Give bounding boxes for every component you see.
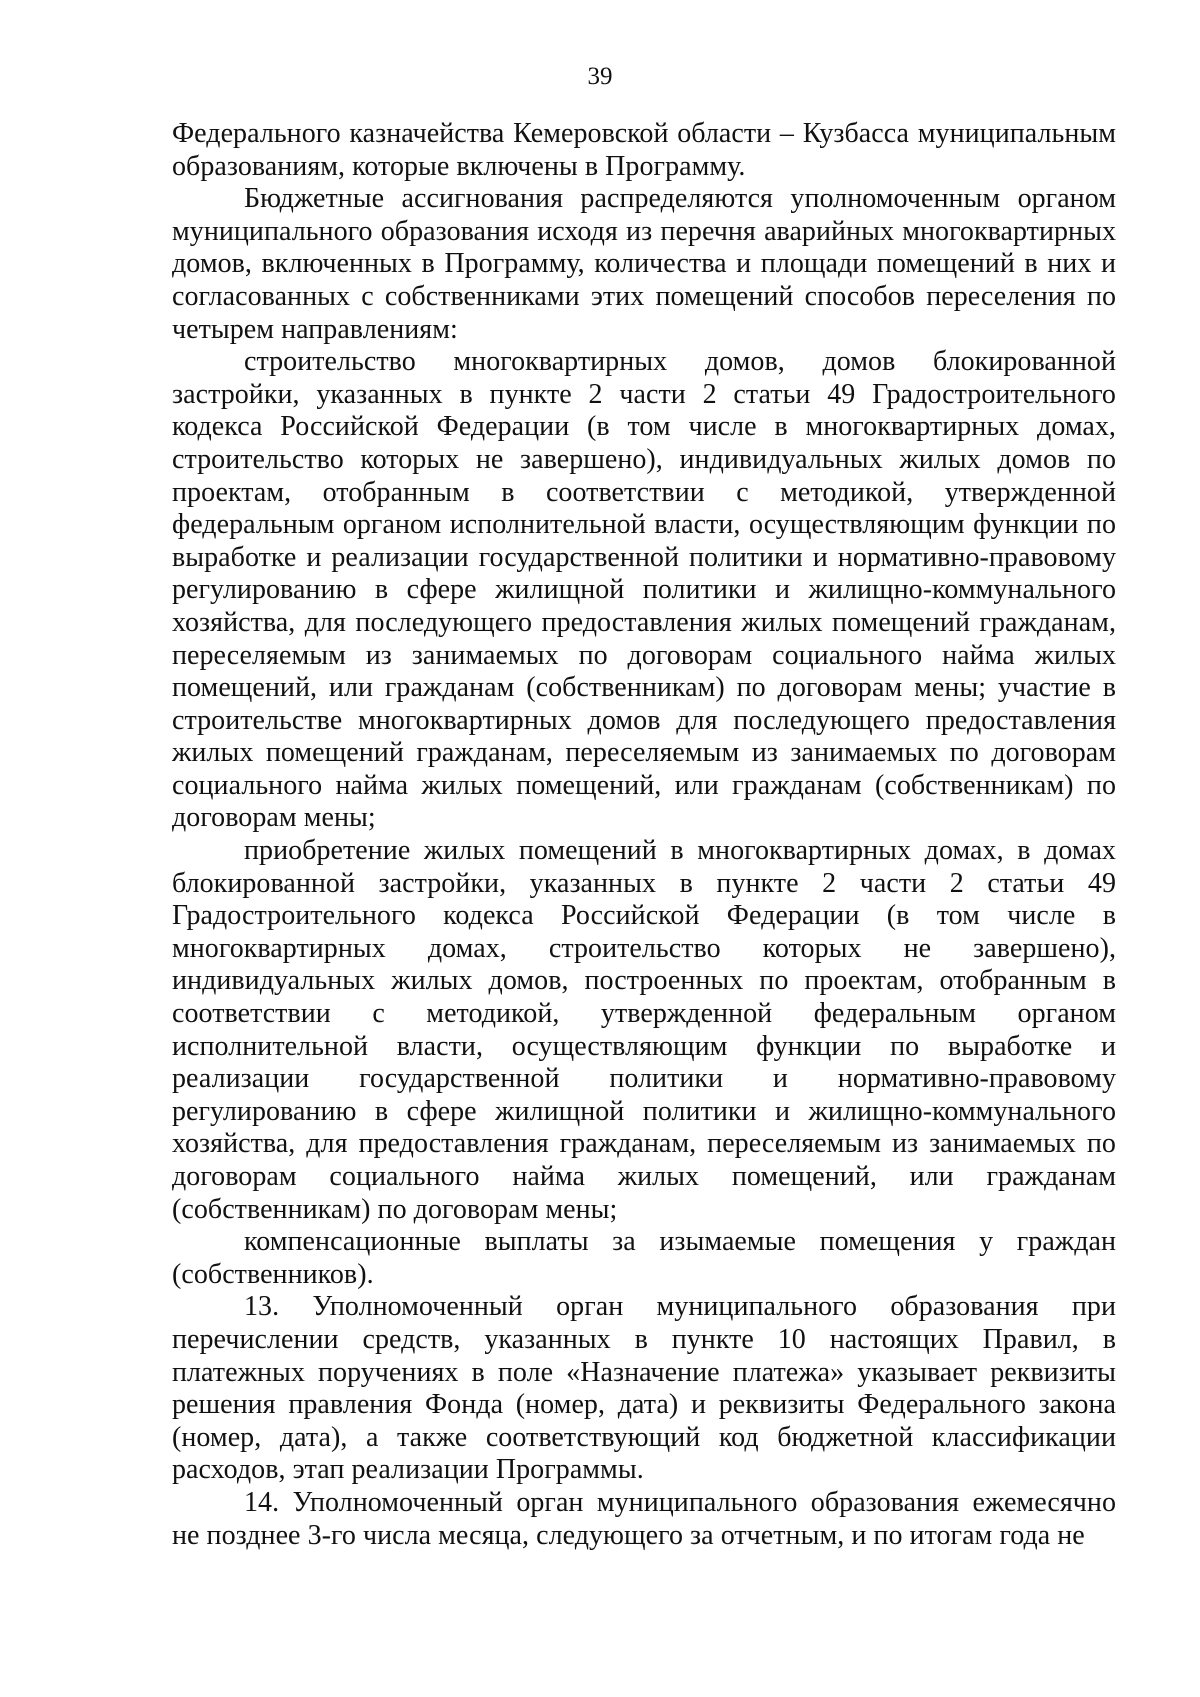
paragraph-clause-14: 14. Уполномоченный орган муниципального образования ежемесячно не позднее 3-го числа месяца, следующего за отчетным, и по итогам года не: [172, 1486, 1116, 1551]
paragraph-construction-direction: строительство многоквартирных домов, домов блокированной застройки, указанных в пункте 2 части 2 статьи 49 Градостроительного кодекса Российской Федерации (в том числе в многоквартирных домах, строительство которых не завершено), индивидуальных жилых домов по проектам, отобранным в соответствии с методикой, утвержденной федеральным органом исполнительной власти, осуществляющим функции по выработке и реализации государственной политики и нормативно-правовому регулированию в сфере жилищной политики и жилищно-коммунального хозяйства, для последующего предоставления жилых помещений гражданам, переселяемым из занимаемых по договорам социального найма жилых помещений, или гражданам (собственникам) по договорам мены; участие в строительстве многоквартирных домов для последующего предоставления жилых помещений гражданам, переселяемым из занимаемых по договорам социального найма жилых помещений, или гражданам (собственникам) по договорам мены;: [172, 346, 1116, 834]
paragraph-budget-allocations: Бюджетные ассигнования распределяются уполномоченным органом муниципального образования исходя из перечня аварийных многоквартирных домов, включенных в Программу, количества и площади помещений в них и согласованных с собственниками этих помещений способов переселения по четырем направлениям:: [172, 183, 1116, 345]
document-body: [172, 118, 1116, 1552]
paragraph-treasury-continuation: Федерального казначейства Кемеровской области – Кузбасса муниципальным образованиям, которые включены в Программу.: [172, 118, 1116, 182]
page-number: 39: [587, 63, 613, 90]
paragraph-acquisition-direction: приобретение жилых помещений в многоквартирных домах, в домах блокированной застройки, указанных в пункте 2 части 2 статьи 49 Градостроительного кодекса Российской Федерации (в том числе в многоквартирных домах, строительство которых не завершено), индивидуальных жилых домов, построенных по проектам, отобранным в соответствии с методикой, утвержденной федеральным органом исполнительной власти, осуществляющим функции по выработке и реализации государственной политики и нормативно-правовому регулированию в сфере жилищной политики и жилищно-коммунального хозяйства, для предоставления гражданам, переселяемым из занимаемых по договорам социального найма жилых помещений, или гражданам (собственникам) по договорам мены;: [172, 835, 1116, 1225]
paragraph-compensation-direction: компенсационные выплаты за изымаемые помещения у граждан (собственников).: [172, 1226, 1116, 1290]
paragraph-clause-13: 13. Уполномоченный орган муниципального образования при перечислении средств, указанных в пункте 10 настоящих Правил, в платежных поручениях в поле «Назначение платежа» указывает реквизиты решения правления Фонда (номер, дата) и реквизиты Федерального закона (номер, дата), а также соответствующий код бюджетной классификации расходов, этап реализации Программы.: [172, 1291, 1116, 1486]
